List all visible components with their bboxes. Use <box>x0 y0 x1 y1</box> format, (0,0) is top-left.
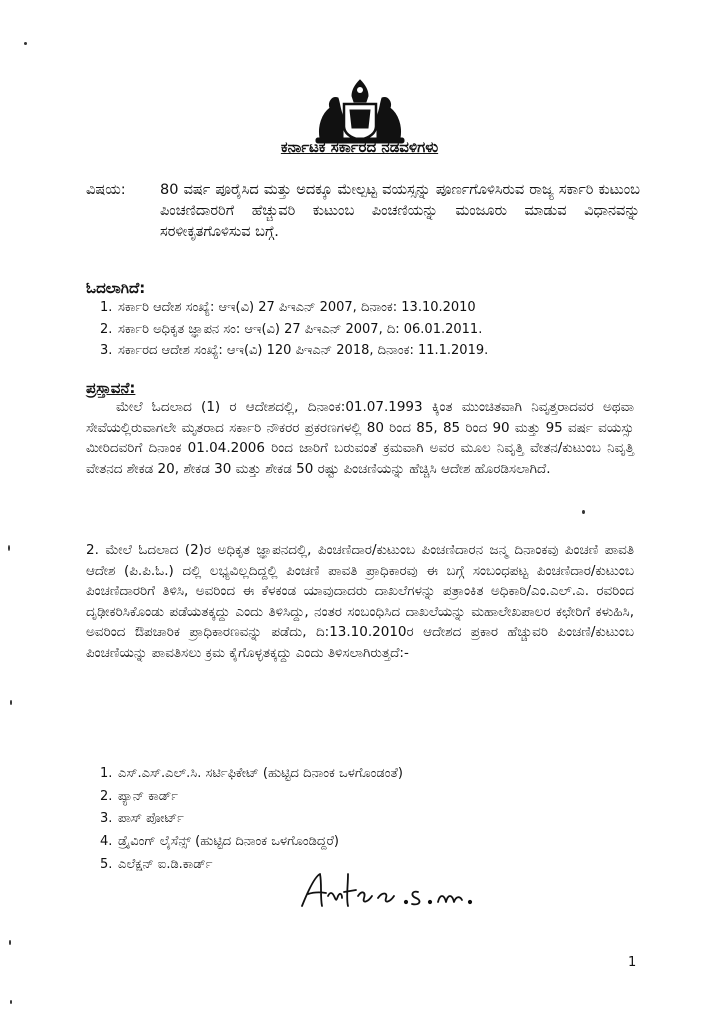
scan-speck <box>10 1000 12 1004</box>
scan-speck <box>9 940 11 945</box>
document-item: 5. ಎಲೆಕ್ಷನ್ ಐ.ಡಿ.ಕಾರ್ಡ್ <box>100 856 213 872</box>
subject-label: ವಿಷಯ: <box>86 182 126 198</box>
preamble-heading: ಪ್ರಸ್ತಾವನೆ: <box>86 379 136 397</box>
page-number: 1 <box>628 955 637 970</box>
reference-item: 1. ಸರ್ಕಾರಿ ಆದೇಶ ಸಂಖ್ಯೆ: ಆಇ(ವಿ) 27 ಪಿಇಎನ್ 2007, ದಿನಾಂಕ: 13.10.2010 <box>100 300 476 315</box>
karnataka-emblem-icon <box>310 78 410 144</box>
scan-speck <box>10 700 12 705</box>
page-title: ಕರ್ನಾಟಕ ಸರ್ಕಾರದ ನಡವಳಿಗಳು <box>280 138 439 156</box>
references-list <box>100 297 660 362</box>
preamble-paragraph-2: 2. ಮೇಲೆ ಓದಲಾದ (2)ರ ಅಧಿಕೃತ ಜ್ಞಾಪನದಲ್ಲಿ, ಪಿಂಚಣಿದಾರ/ಕುಟುಂಬ ಪಿಂಚಣಿದಾರನ ಜನ್ಮ ದಿನಾಂಕವು ಪಿಂಚಣಿ ಪಾವತಿ ಆದೇಶ (ಪಿ.ಪಿ.ಓ.) ದಲ್ಲಿ ಲಭ್ಯವಿಲ್ಲದಿದ್ದಲ್ಲಿ ಪಿಂಚಣಿ ಪಾವತಿ ಪ್ರಾಧಿಕಾರವು ಈ ಬಗ್ಗೆ ಸಂಬಂಧಪಟ್ಟ ಪಿಂಚಣಿದಾರ/ಕುಟುಂಬ ಪಿಂಚಣಿದಾರರಿಗೆ ತಿಳಿಸಿ, ಅವರಿಂದ ಈ ಕೆಳಕಂಡ ಯಾವುದಾದರು ದಾಖಲೆಗಳನ್ನು ಪತ್ರಾಂಕಿತ ಅಧಿಕಾರಿ/ಎಂ.ಎಲ್.ಎ. ರವರಿಂದ ದೃಢೀಕರಿಸಿಕೊಂಡು ಪಡೆಯತಕ್ಕದ್ದು ಎಂದು ತಿಳಿಸಿದ್ದು, ನಂತರ ಸಂಬಂಧಿಸಿದ ದಾಖಲೆಯನ್ನು ಮಹಾಲೇಖಪಾಲರ ಕಛೇರಿಗೆ ಕಳುಹಿಸಿ, ಅವರಿಂದ ಔಪಚಾರಿಕ ಪ್ರಾಧಿಕಾರಣವನ್ನು ಪಡೆದು, ದಿ:13.10.2010ರ ಆದೇಶದ ಪ್ರಕಾರ ಹೆಚ್ಚುವರಿ ಪಿಂಚಣಿ/ಕುಟುಂಬ ಪಿಂಚಣಿಯನ್ನು ಪಾವತಿಸಲು ಕ್ರಮ ಕೈಗೊಳ್ಳತಕ್ಕದ್ದು ಎಂದು ತಿಳಿಸಲಾಗಿರುತ್ತದೆ:- <box>86 542 634 661</box>
reference-item: 2. ಸರ್ಕಾರಿ ಅಧಿಕೃತ ಜ್ಞಾಪನ ಸಂ: ಆಇ(ವಿ) 27 ಪಿಇಎನ್ 2007, ದಿ: 06.01.2011. <box>100 321 483 337</box>
references-heading: ಓದಲಾಗಿದೆ: <box>86 279 146 297</box>
document-item: 2. ಪ್ಯಾನ್ ಕಾರ್ಡ್ <box>100 788 178 804</box>
scan-speck <box>24 42 27 45</box>
subject-text: 80 ವರ್ಷ ಪೂರೈಸಿದ ಮತ್ತು ಅದಕ್ಕೂ ಮೇಲ್ಪಟ್ಟ ವಯಸ್ಸನ್ನು ಪೂರ್ಣಗೊಳಿಸಿರುವ ರಾಜ್ಯ ಸರ್ಕಾರಿ ಕುಟುಂಬ ಪಿಂಚಣಿದಾರರಿಗೆ ಹೆಚ್ಚುವರಿ ಕುಟುಂಬ ಪಿಂಚಣಿಯನ್ನು ಮಂಜೂರು ಮಾಡುವ ವಿಧಾನವನ್ನು ಸರಳೀಕೃತಗೊಳಿಸುವ ಬಗ್ಗೆ. <box>160 182 640 240</box>
scan-speck <box>582 510 585 514</box>
handwritten-signature <box>296 866 486 916</box>
preamble-paragraph-1: ಮೇಲೆ ಓದಲಾದ (1) ರ ಆದೇಶದಲ್ಲಿ, ದಿನಾಂಕ:01.07.1993 ಕ್ಕಿಂತ ಮುಂಚಿತವಾಗಿ ನಿವೃತ್ತರಾದವರ ಅಥವಾ ಸೇವೆಯಲ್ಲಿರುವಾಗಲೇ ಮೃತರಾದ ಸರ್ಕಾರಿ ನೌಕರರ ಪ್ರಕರಣಗಳಲ್ಲಿ 80 ರಿಂದ 85, 85 ರಿಂದ 90 ಮತ್ತು 95 ವರ್ಷ ವಯಸ್ಸು ಮೀರಿದವರಿಗೆ ದಿನಾಂಕ 01.04.2006 ರಿಂದ ಜಾರಿಗೆ ಬರುವಂತೆ ಕ್ರಮವಾಗಿ ಅವರ ಮೂಲ ನಿವೃತ್ತಿ ವೇತನ/ಕುಟುಂಬ ನಿವೃತ್ತಿ ವೇತನದ ಶೇಕಡ 20, ಶೇಕಡ 30 ಮತ್ತು ಶೇಕಡ 50 ರಷ್ಟು ಪಿಂಚಣಿಯನ್ನು ಹೆಚ್ಚಿಸಿ ಆದೇಶ ಹೊರಡಿಸಲಾಗಿದೆ. <box>86 399 634 477</box>
documents-list <box>100 763 620 876</box>
reference-item: 3. ಸರ್ಕಾರದ ಆದೇಶ ಸಂಖ್ಯೆ: ಆಇ(ವಿ) 120 ಪಿಇಎನ್ 2018, ದಿನಾಂಕ: 11.1.2019. <box>100 343 489 358</box>
scan-speck <box>8 545 10 551</box>
document-item: 1. ಎಸ್.ಎಸ್.ಎಲ್.ಸಿ. ಸರ್ಟಿಫಿಕೇಟ್ (ಹುಟ್ಟಿದ ದಿನಾಂಕ ಒಳಗೊಂಡಂತೆ) <box>100 766 403 781</box>
document-item: 3. ಪಾಸ್ ಪೋರ್ಟ್ <box>100 811 184 827</box>
document-item: 4. ಡ್ರೈವಿಂಗ್ ಲೈಸೆನ್ಸ್ (ಹುಟ್ಟಿದ ದಿನಾಂಕ ಒಳಗೊಂಡಿದ್ದರೆ) <box>100 834 339 850</box>
